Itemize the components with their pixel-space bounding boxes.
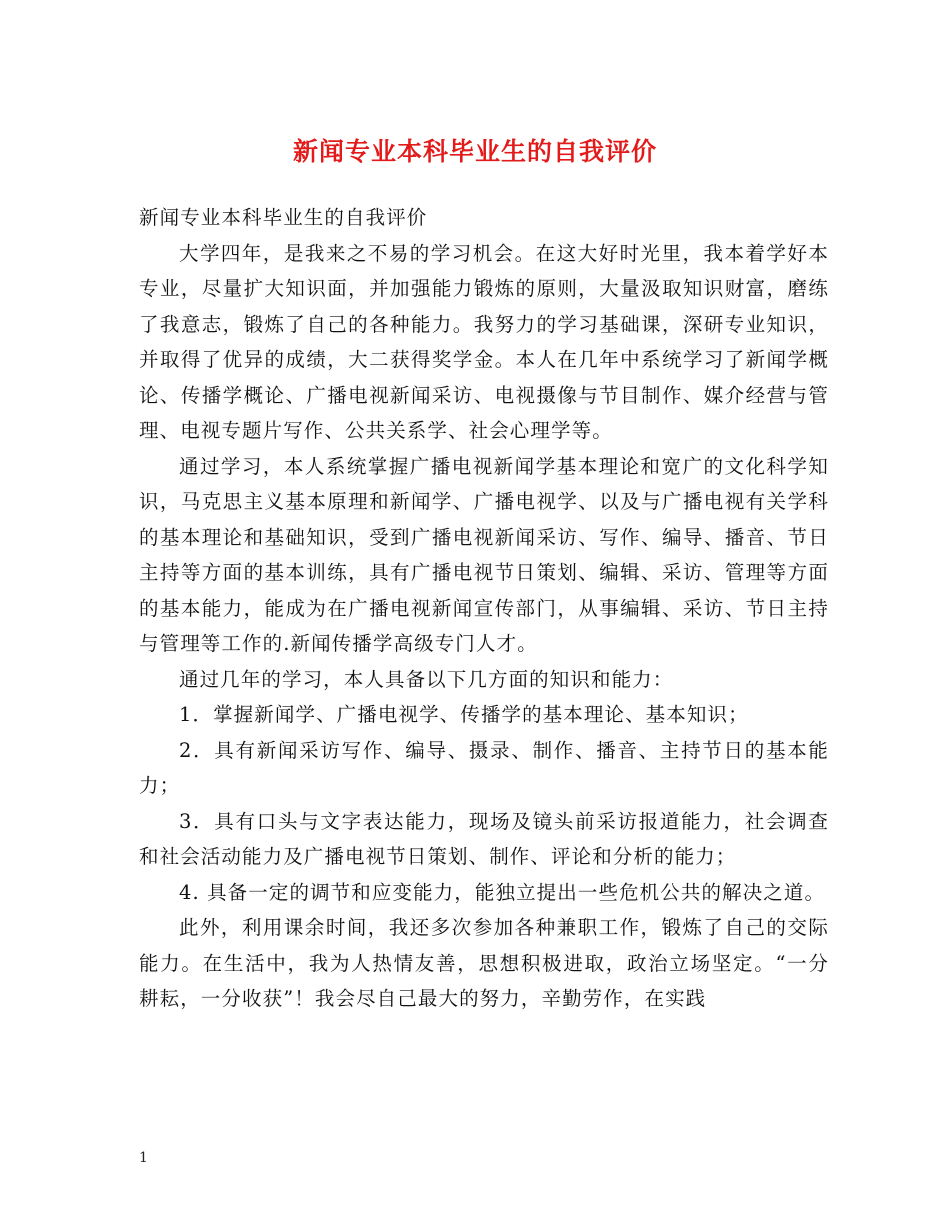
document-title: 新闻专业本科毕业生的自我评价 xyxy=(292,137,657,166)
list-item-1: 1．掌握新闻学、广播电视学、传播学的基本理论、基本知识； xyxy=(178,703,749,726)
document-subtitle: 新闻专业本科毕业生的自我评价 xyxy=(139,206,428,229)
document-body xyxy=(139,200,829,1017)
list-item-4: 4. 具备一定的调节和应变能力，能独立提出一些危机公共的解决之道。 xyxy=(178,880,826,904)
paragraph-extracurricular: 此外，利用课余时间，我还多次参加各种兼职工作，锻炼了自己的交际能力。在生活中，我为人热情友善，思想积极进取，政治立场坚定。“一分耕耘，一分收获”！我会尽自己最大的努力，辛勤劳作，在实践 xyxy=(139,916,829,1010)
paragraph-study: 通过学习，本人系统掌握广播电视新闻学基本理论和宽广的文化科学知识，马克思主义基本原理和新闻学、广播电视学、以及与广播电视有关学科的基本理论和基础知识，受到广播电视新闻采访、写作、编导、播音、节日主持等方面的基本训练，具有广播电视节日策划、编辑、采访、管理等方面的基本能力，能成为在广播电视新闻宣传部门，从事编辑、采访、节日主持与管理等工作的.新闻传播学高级专门人才。 xyxy=(139,454,829,655)
paragraph-intro: 大学四年，是我来之不易的学习机会。在这大好时光里，我本着学好本专业，尽量扩大知识面，并加强能力锻炼的原则，大量汲取知识财富，磨练了我意志，锻炼了自己的各种能力。我努力的学习基础课，深研专业知识，并取得了优异的成绩，大二获得奖学金。本人在几年中系统学习了新闻学概论、传播学概论、广播电视新闻采访、电视摄像与节目制作、媒介经营与管理、电视专题片写作、公共关系学、社会心理学等。 xyxy=(139,241,829,442)
paragraph-abilities-intro: 通过几年的学习，本人具备以下几方面的知识和能力： xyxy=(178,667,674,691)
page-number: 1 xyxy=(139,1150,148,1166)
list-item-2: 2．具有新闻采访写作、编导、摄录、制作、播音、主持节日的基本能力； xyxy=(139,738,829,797)
list-item-3: 3．具有口头与文字表达能力，现场及镜头前采访报道能力，社会调查和社会活动能力及广播电视节日策划、制作、评论和分析的能力； xyxy=(139,809,829,868)
